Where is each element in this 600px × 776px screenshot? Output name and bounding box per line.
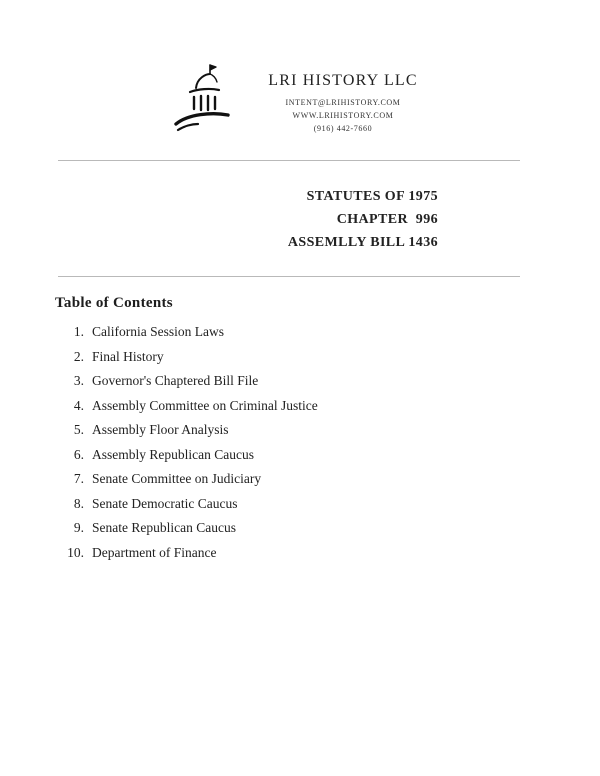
list-item: Senate Committee on Judiciary (92, 471, 262, 486)
list-item: Assembly Floor Analysis (92, 422, 229, 437)
company-name: LRI HISTORY LLC (268, 72, 418, 89)
statute-line-3: ASSEMLLY BILL 1436 (287, 235, 438, 250)
website-line: WWW.LRIHISTORY.COM (292, 111, 394, 120)
list-item: Senate Democratic Caucus (92, 495, 238, 511)
letterhead-text (268, 62, 418, 135)
statute-line-1: STATUTES OF 1975 (306, 189, 438, 204)
list-item: Senate Republican Caucus (92, 520, 236, 535)
statute-line-2: CHAPTER 996 (336, 212, 438, 227)
statute-block (0, 161, 600, 254)
list-item: Assembly Committee on Criminal Justice (92, 397, 318, 413)
capitol-sketch-logo-icon (172, 62, 234, 136)
email-line: INTENT@LRIHISTORY.COM (285, 98, 401, 107)
divider-bottom (58, 276, 520, 277)
phone-line: (916) 442-7660 (313, 124, 373, 133)
list-item: California Session Laws (92, 324, 224, 339)
toc-list (0, 320, 600, 565)
list-item: Final History (92, 348, 164, 364)
list-item: Assembly Republican Caucus (92, 446, 254, 462)
list-item: Governor's Chaptered Bill File (92, 373, 259, 388)
letterhead (0, 0, 600, 136)
toc-title: Table of Contents (55, 295, 173, 311)
list-item: Department of Finance (92, 544, 217, 560)
